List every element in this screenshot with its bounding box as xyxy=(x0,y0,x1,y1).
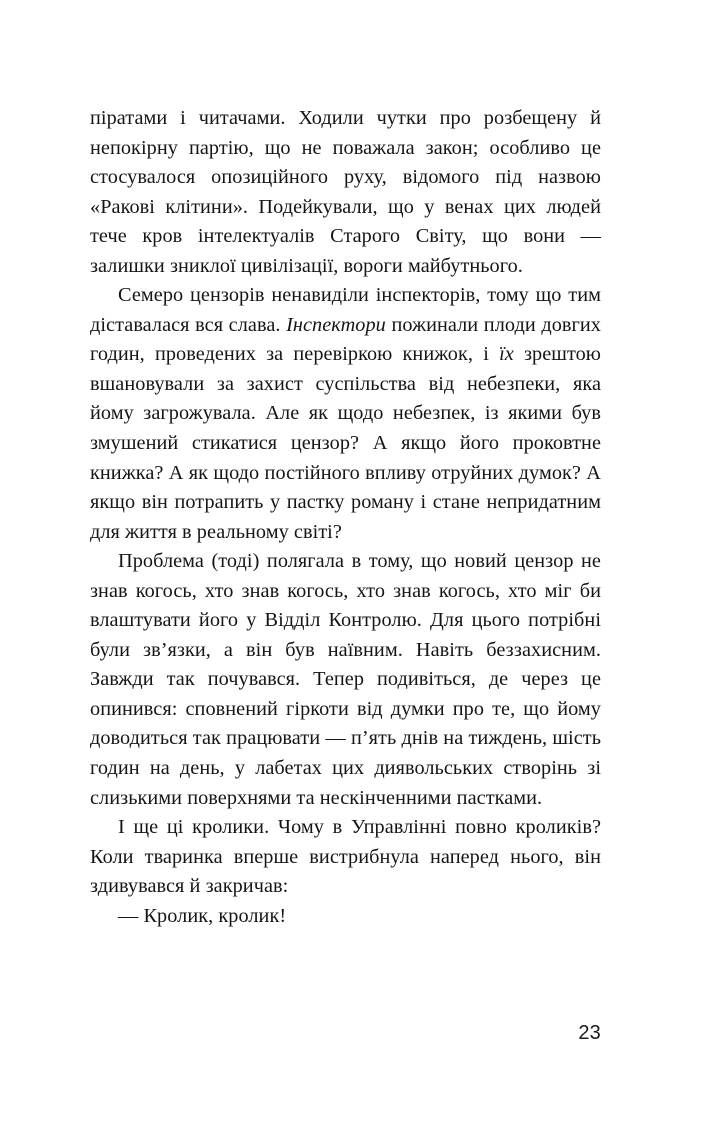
body-text: піратами і читачами. Ходили чутки про розбещену й непокірну партію, що не поважала закон; особливо це стосувалося опозиційного руху, відомого під назвою «Ракові клітини». Подейкували, що у венах цих людей тече кров інтелектуалів Старого Світу, що вони — залишки зниклої цивілізації, вороги майбутнього. xyxy=(90,107,601,277)
body-text: Проблема (тоді) полягала в тому, що новий цензор не знав когось, хто знав когось, хто знав когось, хто міг би влаштувати його у Відділ Контролю. Для цього потрібні були зв’язки, а він був наївним. Навіть беззахисним. Завжди так почувався. Тепер подивіться, де через це опинився: сповнений гіркоти від думки про те, що йому доводиться так працювати — п’ять днів на тиждень, шість годин на день, у лабетах цих диявольських створінь зі слизькими поверхнями та нескінченними пастками. xyxy=(90,550,601,809)
body-text: І ще ці кролики. Чому в Управлінні повно кроликів? Коли тваринка вперше вистрибнула наперед нього, він здивувався й закричав: xyxy=(90,816,601,898)
body-text: пожинали плоди довгих годин, проведених за перевіркою книжок, і xyxy=(90,313,601,366)
body-paragraph xyxy=(90,547,601,813)
body-paragraph xyxy=(90,104,601,281)
body-text: зрештою вшановували за захист суспільства від небезпеки, яка йому загрожувала. Але як щодо небезпек, із якими був змушений стикатися цензор? А якщо його проковтне книжка? А як щодо постійного впливу отруйних думок? А якщо він потрапить у пастку роману і стане непридатним для життя в реальному світі? xyxy=(90,343,601,543)
emphasis-text: Інспектори xyxy=(286,313,386,336)
dialogue-paragraph xyxy=(90,902,601,932)
emphasis-text: їх xyxy=(499,343,514,366)
page-number: 23 xyxy=(578,1022,601,1044)
body-paragraph xyxy=(90,281,601,547)
page-text-block xyxy=(90,104,601,931)
body-text: — Кролик, кролик! xyxy=(118,904,287,927)
body-paragraph xyxy=(90,813,601,902)
body-text: Семеро цензорів ненавиділи інспекторів, тому що тим діставалася вся слава. xyxy=(90,284,601,336)
